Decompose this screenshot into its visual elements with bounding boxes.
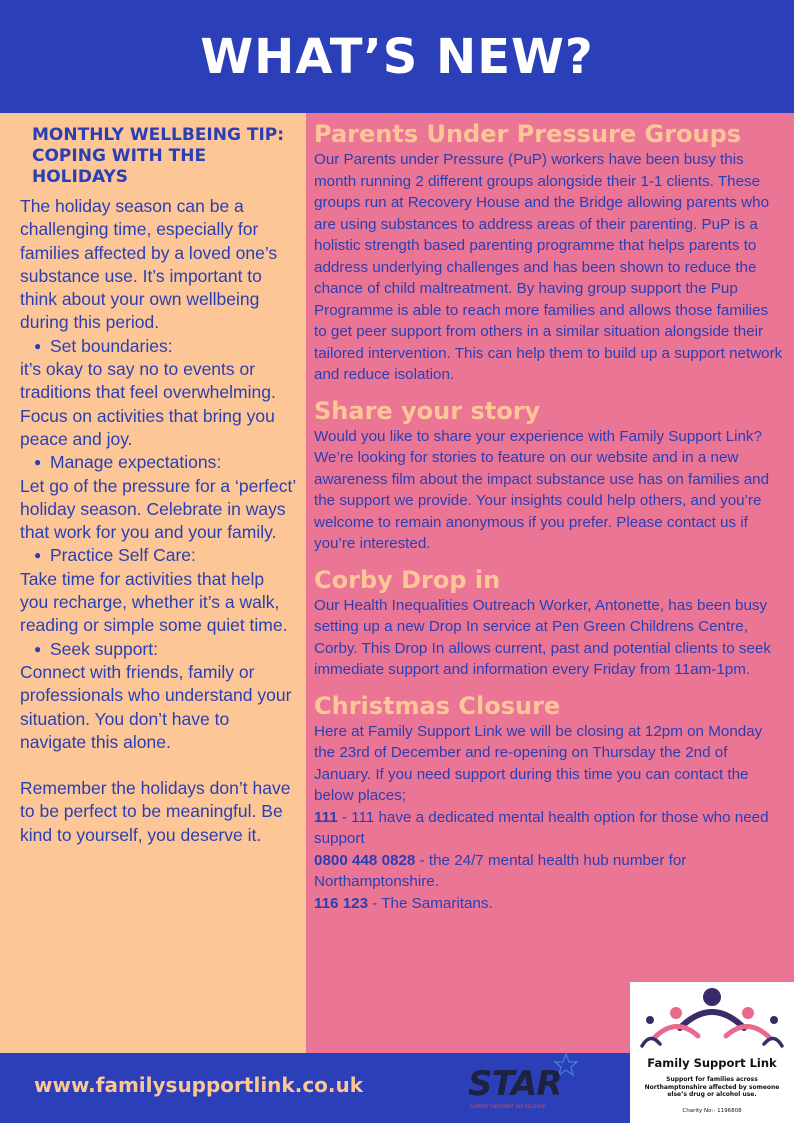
tip-heading: Seek support:	[50, 638, 158, 659]
contact-desc: - The Samaritans.	[368, 894, 493, 912]
contact-line	[314, 850, 784, 893]
section-text: Would you like to share your experience with Family Support Link? We’re looking for stories to feature on our website and in a new awareness film about the impact substance use has on families and the support we provide. Your insights could help others, and you’re welcome to remain anonymous if you prefer. Please contact us if you’re interested.	[314, 427, 770, 552]
bullet-icon: ●	[34, 641, 42, 656]
news-column	[306, 113, 794, 1053]
bullet-icon: ●	[34, 455, 42, 470]
tip-text: Connect with friends, family or professionals who understand your situation. You don’t have to navigate this alone.	[20, 661, 292, 752]
contact-desc: - the 24/7 mental health hub number for Northamptonshire.	[314, 851, 687, 890]
star-logo-tagline: SUPPORT TREATMENT AND RECOVERY	[470, 1104, 547, 1109]
tip-heading: Set boundaries:	[50, 335, 173, 356]
contact-number: 111	[314, 808, 338, 826]
section-text: Our Health Inequalities Outreach Worker, Antonette, has been busy setting up a new Drop In service at Pen Green Childrens Centre, Corby. This Drop In allows current, past and potential clients to seek immediate support and information every Friday from 11am-1pm.	[314, 596, 771, 678]
wellbeing-column	[0, 113, 306, 1053]
tip-heading: Manage expectations:	[50, 452, 222, 473]
tip-bullet	[20, 544, 296, 567]
contact-line	[314, 893, 784, 915]
closure-text: Here at Family Support Link we will be closing at 12pm on Monday the 23rd of December and re-opening on Thursday the 2nd of January. If you need support during this time you can contact the below places;	[314, 722, 763, 804]
wellbeing-body	[20, 195, 296, 847]
website-link[interactable]: www.familysupportlink.co.uk	[34, 1073, 364, 1097]
tip-bullet	[20, 638, 296, 661]
contact-number: 0800 448 0828	[314, 851, 416, 869]
bullet-icon: ●	[34, 548, 42, 563]
bullet-icon: ●	[34, 338, 42, 353]
section-text: Our Parents under Pressure (PuP) workers have been busy this month running 2 different groups alongside their 1-1 clients. These groups run at Recovery House and the Bridge allowing parents who are using substances to address areas of their parenting. PuP is a holistic strength based parenting programme that helps parents to address underlying challenges and has been shown to reduce the chance of child maltreatment. By having group support the Pup Programme is able to reach more families and allows those families to get peer support from others in a similar situation alongside their tailored intervention. This can help them to build up a support network and reduce isolation.	[314, 151, 783, 383]
contact-number: 116 123	[314, 894, 369, 912]
wellbeing-intro: The holiday season can be a challenging time, especially for families affected by a loved one’s substance use. It’s important to think about your own wellbeing during this period.	[20, 196, 278, 333]
tip-heading: Practice Self Care:	[50, 545, 196, 566]
tip-bullet	[20, 451, 296, 474]
fsl-logo-tagline: Support for families across Northamptonshire affected by someone else’s drug or alcohol use.	[644, 1076, 780, 1098]
star-logo	[462, 1052, 582, 1118]
section-heading: Share your story	[314, 396, 541, 425]
section-heading: Parents Under Pressure Groups	[314, 120, 742, 148]
page-header	[0, 0, 794, 113]
wellbeing-title: MONTHLY WELLBEING TIP: COPING WITH THE HOLIDAYS	[32, 125, 285, 187]
fsl-logo-name: Family Support Link	[647, 1056, 777, 1070]
page-title: WHAT’S NEW?	[200, 28, 594, 85]
tip-text: it’s okay to say no to events or traditions that feel overwhelming. Focus on activities that bring you peace and joy.	[20, 359, 276, 449]
wellbeing-closing: Remember the holidays don’t have to be perfect to be meaningful. Be kind to yourself, you deserve it.	[20, 778, 291, 845]
tip-text: Let go of the pressure for a ‘perfect’ holiday season. Celebrate in ways that work for you and your family.	[20, 475, 296, 543]
star-logo-word: STAR	[468, 1064, 562, 1104]
family-figures-icon	[640, 986, 784, 1056]
closure-heading: Christmas Closure	[314, 691, 561, 720]
tip-text: Take time for activities that help you recharge, whether it’s a walk, reading or simple some quiet time.	[20, 568, 288, 636]
charity-number: Charity No:- 1196808	[682, 1108, 742, 1114]
tip-bullet	[20, 335, 296, 358]
contact-line	[314, 807, 784, 850]
fsl-logo	[630, 982, 794, 1123]
section-heading: Corby Drop in	[314, 565, 501, 594]
contact-desc: - 111 have a dedicated mental health option for those who need support	[314, 808, 769, 847]
